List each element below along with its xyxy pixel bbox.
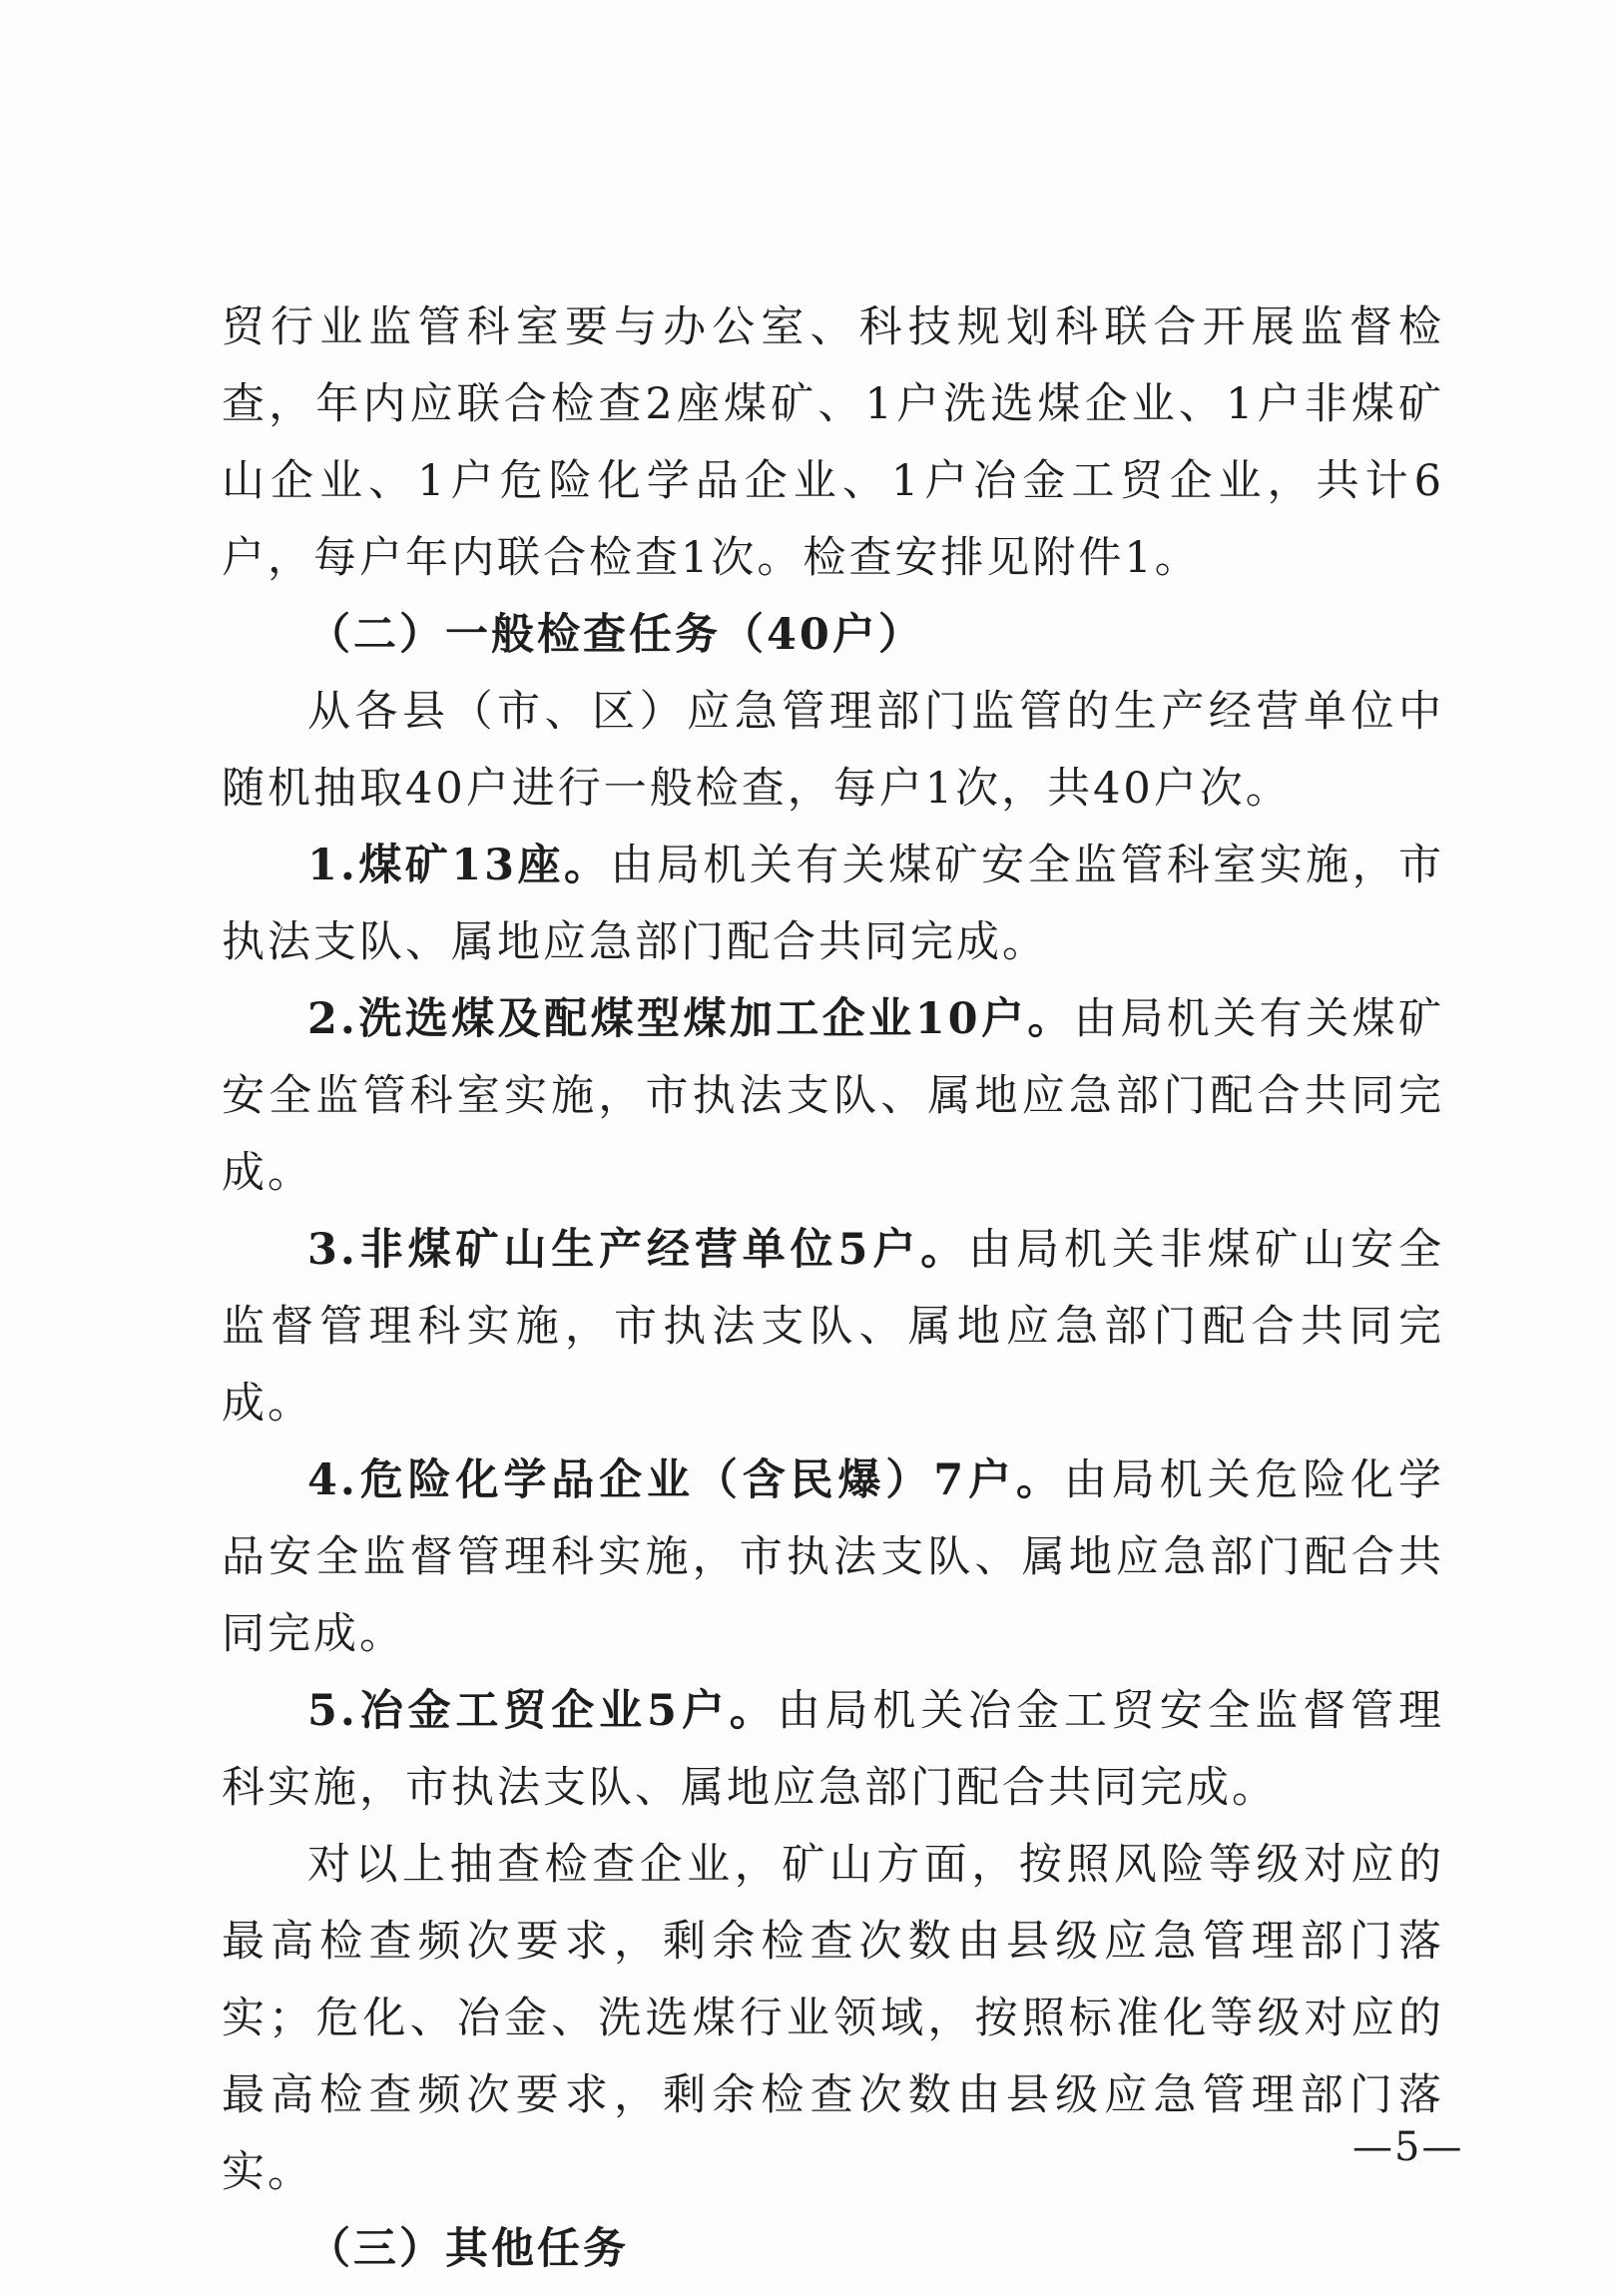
page-number: —5— [1352, 2124, 1464, 2170]
item-lead: 2.洗选煤及配煤型煤加工企业10户。 [307, 994, 1074, 1044]
item-hazardous-chemicals [222, 1442, 1444, 1673]
section-3-heading: （三）其他任务 [307, 2224, 629, 2274]
item-metallurgy [222, 1673, 1444, 1827]
item-text: 由局机关非煤矿山安全监督管理科实施，市执法支队、属地应急部门配合共同完成。 [222, 1225, 1445, 1429]
item-coal-mines [222, 828, 1444, 981]
document-body [222, 289, 1444, 2288]
item-text: 由局机关有关煤矿安全监管科室实施，市执法支队、属地应急部门配合共同完成。 [222, 994, 1444, 1198]
item-text: 由局机关危险化学品安全监督管理科实施，市执法支队、属地应急部门配合共同完成。 [222, 1455, 1445, 1659]
item-lead: 4.危险化学品企业（含民爆）7户。 [307, 1455, 1064, 1505]
item-non-coal-mines [222, 1212, 1444, 1442]
item-lead: 3.非煤矿山生产经营单位5户。 [307, 1225, 969, 1275]
section-2-intro: 从各县（市、区）应急管理部门监管的生产经营单位中随机抽取40户进行一般检查，每户1次，共40户次。 [222, 687, 1444, 814]
item-coal-washing [222, 981, 1444, 1212]
continuation-paragraph: 贸行业监管科室要与办公室、科技规划科联合开展监督检查，年内应联合检查2座煤矿、1户洗选煤企业、1户非煤矿山企业、1户危险化学品企业、1户冶金工贸企业，共计6户，每户年内联合检查1次。检查安排见附件1。 [222, 302, 1444, 583]
item-text: 由局机关冶金工贸安全监督管理科实施，市执法支队、属地应急部门配合共同完成。 [222, 1686, 1445, 1813]
item-lead: 1.煤矿13座。 [307, 841, 611, 890]
item-lead: 5.冶金工贸企业5户。 [307, 1686, 778, 1736]
section-2-heading: （二）一般检查任务（40户） [307, 610, 924, 660]
closing-paragraph: 对以上抽查检查企业，矿山方面，按照风险等级对应的最高检查频次要求，剩余检查次数由县级应急管理部门落实；危化、冶金、洗选煤行业领域，按照标准化等级对应的最高检查频次要求，剩余检查次数由县级应急管理部门落实。 [222, 1840, 1444, 2197]
item-text: 由局机关有关煤矿安全监管科室实施，市执法支队、属地应急部门配合共同完成。 [222, 841, 1445, 967]
